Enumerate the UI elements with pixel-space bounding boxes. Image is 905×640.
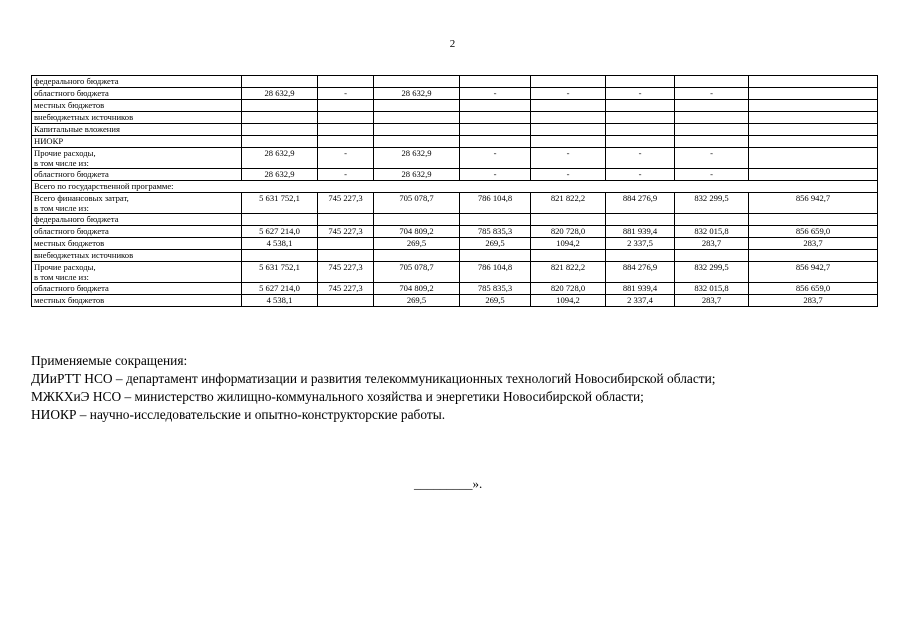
value-cell: -: [318, 169, 374, 181]
value-cell: [606, 100, 675, 112]
value-cell: -: [606, 148, 675, 169]
value-cell: [749, 112, 878, 124]
value-cell: 832 015,8: [675, 283, 749, 295]
value-cell: [460, 76, 531, 88]
value-cell: 704 809,2: [374, 226, 460, 238]
row-label-cell: Всего финансовых затрат, в том числе из:: [32, 193, 242, 214]
abbreviation-line: НИОКР – научно-исследовательские и опытно-конструкторские работы.: [31, 407, 446, 422]
value-cell: 745 227,3: [318, 262, 374, 283]
value-cell: 856 942,7: [749, 193, 878, 214]
value-cell: 856 659,0: [749, 226, 878, 238]
value-cell: 884 276,9: [606, 193, 675, 214]
value-cell: -: [606, 88, 675, 100]
value-cell: -: [675, 169, 749, 181]
value-cell: [374, 214, 460, 226]
section-header-cell: Всего по государственной программе:: [32, 181, 878, 193]
value-cell: [318, 250, 374, 262]
row-label-cell: местных бюджетов: [32, 100, 242, 112]
row-label-cell: областного бюджета: [32, 169, 242, 181]
value-cell: 269,5: [374, 238, 460, 250]
value-cell: 5 627 214,0: [242, 226, 318, 238]
value-cell: -: [460, 169, 531, 181]
value-cell: -: [675, 148, 749, 169]
table-row: [32, 250, 878, 262]
table-row: [32, 124, 878, 136]
table-row: [32, 169, 878, 181]
value-cell: -: [531, 148, 606, 169]
value-cell: 269,5: [460, 238, 531, 250]
value-cell: 28 632,9: [242, 148, 318, 169]
value-cell: [242, 124, 318, 136]
value-cell: [606, 136, 675, 148]
value-cell: [460, 136, 531, 148]
value-cell: 786 104,8: [460, 262, 531, 283]
table-row: [32, 214, 878, 226]
value-cell: [318, 124, 374, 136]
value-cell: [460, 100, 531, 112]
value-cell: [318, 238, 374, 250]
value-cell: [318, 100, 374, 112]
row-label-cell: внебюджетных источников: [32, 250, 242, 262]
value-cell: [531, 124, 606, 136]
value-cell: [374, 136, 460, 148]
value-cell: [242, 100, 318, 112]
value-cell: 745 227,3: [318, 226, 374, 238]
value-cell: [675, 100, 749, 112]
value-cell: [749, 100, 878, 112]
value-cell: [749, 214, 878, 226]
value-cell: 283,7: [749, 238, 878, 250]
value-cell: [675, 112, 749, 124]
value-cell: [749, 169, 878, 181]
value-cell: [374, 250, 460, 262]
value-cell: 705 078,7: [374, 262, 460, 283]
value-cell: [606, 250, 675, 262]
value-cell: 881 939,4: [606, 226, 675, 238]
value-cell: 28 632,9: [374, 148, 460, 169]
row-label-cell: внебюджетных источников: [32, 112, 242, 124]
value-cell: -: [606, 169, 675, 181]
value-cell: 832 015,8: [675, 226, 749, 238]
value-cell: 704 809,2: [374, 283, 460, 295]
value-cell: -: [318, 148, 374, 169]
closing-mark: _________».: [414, 476, 483, 491]
value-cell: [606, 112, 675, 124]
value-cell: 821 822,2: [531, 193, 606, 214]
value-cell: [242, 136, 318, 148]
value-cell: -: [460, 88, 531, 100]
value-cell: [374, 112, 460, 124]
row-label-cell: областного бюджета: [32, 283, 242, 295]
value-cell: [460, 214, 531, 226]
value-cell: 820 728,0: [531, 283, 606, 295]
value-cell: -: [675, 88, 749, 100]
value-cell: [531, 112, 606, 124]
value-cell: 28 632,9: [242, 88, 318, 100]
value-cell: [531, 76, 606, 88]
value-cell: 28 632,9: [374, 88, 460, 100]
table-row: [32, 226, 878, 238]
table-row: [32, 295, 878, 307]
value-cell: 745 227,3: [318, 283, 374, 295]
value-cell: 28 632,9: [242, 169, 318, 181]
value-cell: [675, 124, 749, 136]
value-cell: [242, 214, 318, 226]
value-cell: [531, 250, 606, 262]
value-cell: [374, 124, 460, 136]
value-cell: 786 104,8: [460, 193, 531, 214]
value-cell: [749, 136, 878, 148]
value-cell: [749, 88, 878, 100]
row-label-cell: НИОКР: [32, 136, 242, 148]
value-cell: 785 835,3: [460, 283, 531, 295]
row-label-cell: местных бюджетов: [32, 238, 242, 250]
value-cell: 283,7: [675, 295, 749, 307]
value-cell: -: [531, 169, 606, 181]
value-cell: 820 728,0: [531, 226, 606, 238]
row-label-cell: местных бюджетов: [32, 295, 242, 307]
value-cell: [460, 250, 531, 262]
value-cell: [374, 76, 460, 88]
value-cell: [531, 136, 606, 148]
page-number: 2: [449, 38, 456, 50]
value-cell: -: [460, 148, 531, 169]
value-cell: 5 631 752,1: [242, 193, 318, 214]
abbreviations-section: [31, 352, 881, 424]
value-cell: 5 627 214,0: [242, 283, 318, 295]
value-cell: [606, 214, 675, 226]
abbreviation-line: ДИиРТТ НСО – департамент информатизации и развития телекоммуникационных технологий Новосибирской области;: [31, 371, 716, 386]
value-cell: [460, 112, 531, 124]
value-cell: 283,7: [749, 295, 878, 307]
value-cell: 856 659,0: [749, 283, 878, 295]
value-cell: [606, 124, 675, 136]
row-label-cell: областного бюджета: [32, 226, 242, 238]
table-row: [32, 181, 878, 193]
row-label-cell: областного бюджета: [32, 88, 242, 100]
table-row: [32, 238, 878, 250]
value-cell: 269,5: [460, 295, 531, 307]
value-cell: 881 939,4: [606, 283, 675, 295]
value-cell: [318, 295, 374, 307]
value-cell: [606, 76, 675, 88]
value-cell: [749, 76, 878, 88]
row-label-cell: федерального бюджета: [32, 76, 242, 88]
value-cell: 705 078,7: [374, 193, 460, 214]
value-cell: -: [531, 88, 606, 100]
value-cell: [531, 100, 606, 112]
value-cell: [675, 250, 749, 262]
value-cell: 5 631 752,1: [242, 262, 318, 283]
value-cell: 28 632,9: [374, 169, 460, 181]
value-cell: 269,5: [374, 295, 460, 307]
value-cell: [749, 124, 878, 136]
row-label-cell: Прочие расходы, в том числе из:: [32, 262, 242, 283]
value-cell: [318, 76, 374, 88]
value-cell: [318, 214, 374, 226]
value-cell: [749, 250, 878, 262]
table-row: [32, 136, 878, 148]
value-cell: [675, 136, 749, 148]
table-row: [32, 76, 878, 88]
value-cell: [318, 112, 374, 124]
abbreviation-line: МЖКХиЭ НСО – министерство жилищно-коммунального хозяйства и энергетики Новосибирской области;: [31, 389, 644, 404]
value-cell: 4 538,1: [242, 238, 318, 250]
value-cell: [242, 250, 318, 262]
row-label-cell: Капитальные вложения: [32, 124, 242, 136]
value-cell: 832 299,5: [675, 193, 749, 214]
value-cell: [531, 214, 606, 226]
value-cell: [318, 136, 374, 148]
table-row: [32, 193, 878, 214]
value-cell: 745 227,3: [318, 193, 374, 214]
value-cell: 832 299,5: [675, 262, 749, 283]
table-row: [32, 283, 878, 295]
value-cell: [675, 214, 749, 226]
table-row: [32, 88, 878, 100]
value-cell: [242, 76, 318, 88]
value-cell: 283,7: [675, 238, 749, 250]
table-row: [32, 112, 878, 124]
value-cell: -: [318, 88, 374, 100]
value-cell: [749, 148, 878, 169]
row-label-cell: федерального бюджета: [32, 214, 242, 226]
row-label-cell: Прочие расходы, в том числе из:: [32, 148, 242, 169]
value-cell: [374, 100, 460, 112]
value-cell: 2 337,4: [606, 295, 675, 307]
value-cell: 1094,2: [531, 295, 606, 307]
budget-table: [31, 75, 878, 307]
table-row: [32, 262, 878, 283]
table-row: [32, 148, 878, 169]
value-cell: 856 942,7: [749, 262, 878, 283]
value-cell: 1094,2: [531, 238, 606, 250]
table-row: [32, 100, 878, 112]
value-cell: [675, 76, 749, 88]
value-cell: [460, 124, 531, 136]
value-cell: [242, 112, 318, 124]
value-cell: 884 276,9: [606, 262, 675, 283]
value-cell: 4 538,1: [242, 295, 318, 307]
abbreviations-heading: Применяемые сокращения:: [31, 353, 188, 368]
value-cell: 785 835,3: [460, 226, 531, 238]
value-cell: 2 337,5: [606, 238, 675, 250]
value-cell: 821 822,2: [531, 262, 606, 283]
